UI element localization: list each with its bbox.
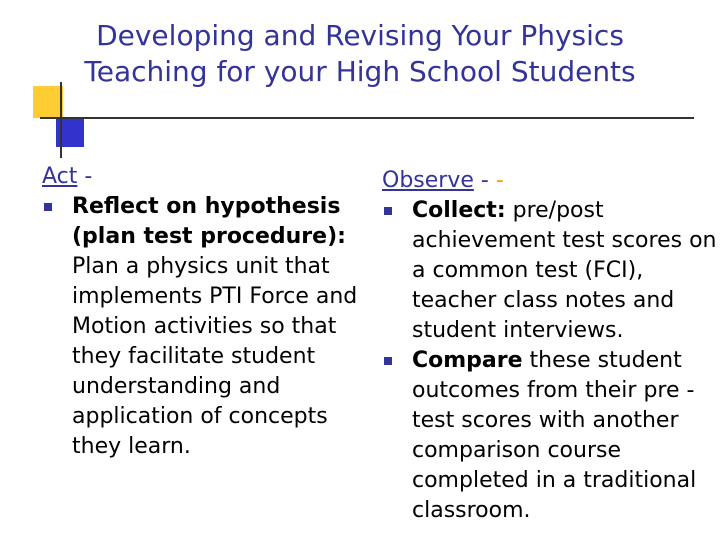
slide-title-line-1: Developing and Revising Your Physics xyxy=(96,19,624,52)
collect-bullet-bold: Collect: xyxy=(412,198,506,223)
compare-bullet xyxy=(382,346,720,526)
act-heading xyxy=(42,162,372,192)
bullet-square-icon xyxy=(44,203,52,211)
observe-heading xyxy=(382,166,720,196)
act-heading-label: Act xyxy=(42,164,78,189)
observe-heading-dash-orange: - xyxy=(495,168,504,193)
act-bullet xyxy=(42,192,372,462)
slide-title-line-2: Teaching for your High School Students xyxy=(84,55,636,88)
act-heading-dash: - xyxy=(77,164,93,189)
observe-heading-dash: - xyxy=(473,168,496,193)
bullet-square-icon xyxy=(384,357,392,365)
slide-title xyxy=(0,18,720,90)
act-bullet-bold: Reflect on hypothesis (plan test procedure): xyxy=(72,194,346,249)
observe-heading-label: Observe xyxy=(382,168,474,193)
collect-bullet-text: pre/post achievement test scores on a common test (FCI), teacher class notes and student interviews. xyxy=(412,198,717,343)
compare-bullet-text: these student outcomes from their pre -test scores with another comparison course completed in a traditional classroom. xyxy=(412,348,697,523)
compare-bullet-bold: Compare xyxy=(412,348,523,373)
decorative-yellow-square xyxy=(33,86,63,118)
decorative-vertical-line xyxy=(60,82,62,158)
bullet-square-icon xyxy=(384,207,392,215)
collect-bullet xyxy=(382,196,720,346)
right-column xyxy=(382,162,720,526)
left-column xyxy=(42,162,372,462)
decorative-horizontal-line xyxy=(40,117,694,119)
act-bullet-text: Plan a physics unit that implements PTI Force and Motion activities so that they facilitate student understanding and application of concepts they learn. xyxy=(72,254,358,459)
